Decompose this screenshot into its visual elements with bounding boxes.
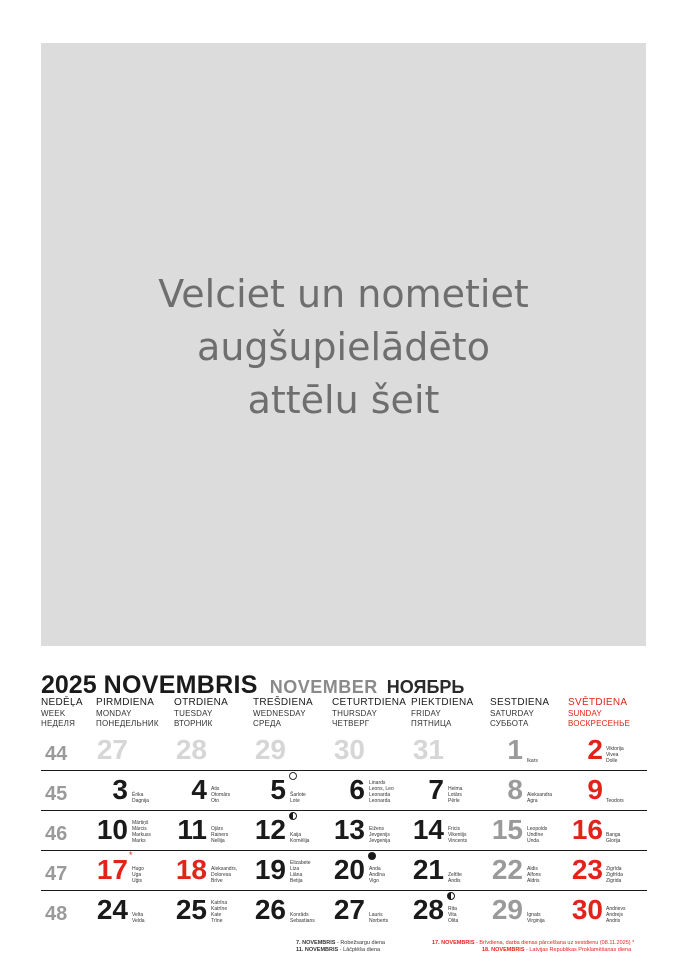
name-day: Viktorija (606, 746, 624, 752)
name-day: Vikentijs (448, 832, 467, 838)
day-cell[interactable] (147, 771, 207, 805)
footer-note-text: - Robežsargu diena (335, 940, 385, 946)
image-dropzone[interactable] (41, 43, 646, 646)
name-day: Elizabete (290, 860, 311, 866)
name-day: Ērika (132, 792, 144, 798)
name-day: Vivea (606, 752, 619, 758)
weekday-header-lv: OTRDIENA (174, 697, 229, 708)
dropzone-label (109, 268, 579, 427)
moon-phase-icon (289, 812, 297, 820)
name-day: Vincents (448, 838, 468, 844)
weekday-header-ru: ПОНЕДЕЛЬНИК (96, 719, 159, 728)
day-cell[interactable] (305, 731, 365, 765)
day-cell[interactable] (305, 811, 365, 845)
day-number: 10 (96, 814, 128, 845)
name-day: Zigrida (606, 878, 622, 884)
name-day: Šarlote (290, 792, 306, 798)
day-number: 29 (254, 734, 286, 765)
weekday-header-en: THURSDAY (332, 708, 378, 718)
day-number: 4 (191, 774, 207, 805)
day-number: 3 (112, 774, 128, 805)
day-number: 28 (175, 734, 207, 765)
name-day-list (527, 758, 538, 764)
week-number: 44 (45, 743, 68, 765)
day-number: 19 (254, 854, 286, 885)
name-day: Ojārs (211, 826, 223, 832)
name-day: Trīne (211, 918, 223, 924)
name-day: Lotārs (448, 792, 462, 798)
footer-note (296, 940, 385, 947)
name-day-list (606, 866, 623, 884)
name-day: Leopolds (527, 826, 548, 832)
day-cell[interactable] (463, 851, 523, 885)
name-day: Ikars (527, 758, 538, 764)
day-number: 21 (412, 854, 444, 885)
weekday-header (253, 698, 313, 730)
day-cell[interactable] (463, 811, 523, 845)
name-day: Leonarda (369, 792, 391, 798)
footer-note-date: 7. NOVEMBRIS (296, 940, 336, 946)
name-day: Virginija (527, 918, 545, 924)
day-cell[interactable] (384, 771, 444, 805)
name-day: Andrejs (606, 912, 623, 918)
name-day: Doloresa (211, 872, 232, 878)
name-day: Rainers (211, 832, 229, 838)
name-day: Norberts (369, 918, 389, 924)
calendar-title (41, 671, 464, 699)
footer-note-date: 17. NOVEMBRIS (432, 940, 475, 946)
weekday-header (490, 698, 549, 730)
day-cell[interactable] (226, 771, 286, 805)
name-day: Aldis (527, 866, 538, 872)
name-day-list (606, 746, 624, 764)
name-day: Zigrīda (606, 866, 622, 872)
footer-note (432, 940, 634, 947)
day-number: 31 (412, 734, 444, 765)
name-day: Anda (369, 866, 381, 872)
day-cell[interactable] (384, 811, 444, 845)
day-cell[interactable] (68, 891, 128, 925)
day-number: 30 (333, 734, 365, 765)
weekday-header-lv: PIEKTDIENA (411, 697, 474, 708)
name-day-list (606, 832, 620, 844)
name-day: Eižens (369, 826, 385, 832)
name-day: Undīne (527, 832, 544, 838)
name-day: Leonarda (369, 798, 391, 804)
name-day: Leons, Leo (369, 786, 394, 792)
name-day: Andrievs (606, 906, 626, 912)
day-cell[interactable] (305, 891, 365, 925)
name-day-list (527, 866, 541, 884)
title-year: 2025 (41, 671, 97, 699)
day-number: 24 (96, 894, 128, 925)
name-day: Andris (606, 918, 621, 924)
name-day: Nellija (211, 838, 225, 844)
name-day-list (211, 900, 227, 924)
weekday-header (96, 698, 159, 730)
name-day-list (290, 792, 306, 804)
weekday-header (411, 698, 473, 730)
weekday-header-lv: SVĒTDIENA (568, 697, 628, 708)
footer-note (296, 947, 385, 954)
footer-note-text: - Latvijas Republikas Proklamēšanas diena (524, 947, 632, 953)
name-day: Alfons (527, 872, 541, 878)
name-day: Glorija (606, 838, 621, 844)
name-day: Konrāds (290, 912, 309, 918)
weekday-header-en: FRIDAY (411, 708, 441, 718)
footer-holidays-right (432, 940, 634, 954)
name-day: Dolle (606, 758, 618, 764)
day-cell[interactable] (147, 891, 207, 925)
footer-note (432, 947, 634, 954)
week-number: 48 (45, 903, 68, 925)
name-day: Jevgenija (369, 838, 391, 844)
weekday-header-lv: SESTDIENA (490, 697, 550, 708)
day-cell[interactable] (463, 731, 523, 765)
day-number: 15 (491, 814, 523, 845)
day-cell[interactable] (147, 731, 207, 765)
name-day: Otomārs (211, 792, 231, 798)
weekday-header-ru: ВОСКРЕСЕНЬЕ (568, 719, 631, 728)
name-day: Andis (448, 878, 461, 884)
moon-phase-icon (289, 772, 297, 780)
footer-note-date: 18. NOVEMBRIS (482, 947, 525, 953)
name-day: Jevgenijs (369, 832, 390, 838)
name-day: Helma (448, 786, 463, 792)
name-day: Lauris (369, 912, 383, 918)
day-cell[interactable] (68, 851, 128, 885)
day-cell[interactable] (384, 851, 444, 885)
moon-phase-icon (368, 852, 376, 860)
title-month-en: NOVEMBER (269, 677, 378, 697)
day-number: 18 (175, 854, 207, 885)
name-day-list (132, 912, 145, 924)
day-cell[interactable] (543, 731, 603, 765)
weekday-header-ru: ВТОРНИК (174, 719, 213, 728)
week-number: 47 (45, 863, 68, 885)
name-day: Vita (448, 912, 457, 918)
day-cell[interactable] (384, 731, 444, 765)
name-day: Aldris (527, 878, 540, 884)
name-day-list (606, 906, 625, 924)
footer-note-text: - Brīvdiena, darba dienas pārcelšana uz sestdienu (08.11.2025) * (474, 940, 635, 946)
name-day: Brīve (211, 878, 223, 884)
name-day: Oto (211, 798, 220, 804)
day-number: 14 (412, 814, 444, 845)
name-day: Unda (527, 838, 539, 844)
day-number: 1 (507, 734, 523, 765)
name-day: Rita (448, 906, 457, 912)
day-cell[interactable] (226, 811, 286, 845)
day-number: 16 (571, 814, 603, 845)
name-day: Zeltīte (448, 872, 462, 878)
weekday-header-ru: СРЕДА (253, 719, 282, 728)
name-day: Aleksandra (527, 792, 553, 798)
day-cell[interactable] (543, 811, 603, 845)
week-number: 45 (45, 783, 68, 805)
day-number: 23 (571, 854, 603, 885)
dropzone-label-line: Velciet un nometiet (158, 272, 529, 316)
holiday-star-icon: * (129, 850, 133, 860)
day-number: 9 (587, 774, 603, 805)
day-number: 26 (254, 894, 286, 925)
day-cell[interactable] (68, 731, 128, 765)
name-day: Marks (132, 838, 146, 844)
footer-holidays-left (296, 940, 385, 954)
day-cell[interactable] (543, 851, 603, 885)
day-cell[interactable] (463, 891, 523, 925)
weekday-header-lv: PIRMDIENA (96, 697, 155, 708)
day-cell[interactable] (226, 851, 286, 885)
weekday-header-ru: НЕДЕЛЯ (41, 719, 76, 728)
name-day-list (132, 866, 144, 884)
name-day: Andīna (369, 872, 385, 878)
weekday-header-en: TUESDAY (174, 708, 213, 718)
day-cell[interactable] (147, 851, 207, 885)
weekday-header-lv: NEDĒĻA (41, 697, 83, 708)
name-day: Mārtiņš (132, 820, 149, 826)
day-number: 22 (491, 854, 523, 885)
name-day: Dagnija (132, 798, 149, 804)
weekday-header-en: SATURDAY (490, 708, 534, 718)
name-day: Liāna (290, 872, 303, 878)
title-month-ru: НОЯБРЬ (386, 677, 465, 697)
name-day: Fricis (448, 826, 460, 832)
name-day: Velda (132, 918, 145, 924)
weekday-header-en: WEDNESDAY (253, 708, 306, 718)
day-number: 27 (96, 734, 128, 765)
name-day: Lote (290, 798, 300, 804)
name-day: Zigfrīda (606, 872, 623, 878)
day-cell[interactable] (463, 771, 523, 805)
day-number: 28 (412, 894, 444, 925)
name-day-list (606, 798, 624, 804)
moon-phase-icon (447, 892, 455, 900)
name-day-list (448, 906, 458, 924)
day-number: 25 (175, 894, 207, 925)
day-number: 5 (270, 774, 286, 805)
day-number: 12 (254, 814, 286, 845)
name-day: Pērle (448, 798, 460, 804)
name-day: Linards (369, 780, 386, 786)
day-number: 6 (349, 774, 365, 805)
dropzone-label-line: augšupielādēto (197, 325, 490, 369)
name-day: Sebastians (290, 918, 315, 924)
weekday-header-en: SUNDAY (568, 708, 602, 718)
weekday-header-ru: ЧЕТВЕРГ (332, 719, 370, 728)
week-number: 46 (45, 823, 68, 845)
day-cell[interactable] (68, 771, 128, 805)
weekday-header-lv: CETURTDIENA (332, 697, 407, 708)
weekday-header (41, 698, 83, 730)
day-number: 7 (428, 774, 444, 805)
name-day: Teodors (606, 798, 624, 804)
name-day: Kornēlija (290, 838, 310, 844)
name-day: Kaija (290, 832, 302, 838)
day-cell[interactable] (543, 771, 603, 805)
name-day-list (448, 786, 462, 804)
day-number: 13 (333, 814, 365, 845)
day-cell[interactable] (305, 851, 365, 885)
name-day-list (369, 866, 385, 884)
weekday-header (174, 698, 228, 730)
day-cell[interactable] (543, 891, 603, 925)
name-day: Liza (290, 866, 300, 872)
weekday-header-ru: СУББОТА (490, 719, 529, 728)
name-day: Ignats (527, 912, 541, 918)
name-day: Banga (606, 832, 621, 838)
day-cell[interactable] (68, 811, 128, 845)
weekday-header-en: WEEK (41, 708, 66, 718)
day-cell[interactable] (384, 891, 444, 925)
title-month-lv: NOVEMBRIS (103, 671, 258, 699)
name-day: Velta (132, 912, 144, 918)
footer-note-date: 11. NOVEMBRIS (296, 947, 339, 953)
day-cell[interactable] (226, 731, 286, 765)
day-number: 20 (333, 854, 365, 885)
day-number: 11 (177, 814, 207, 845)
day-cell[interactable] (226, 891, 286, 925)
weekday-header-ru: ПЯТНИЦА (411, 719, 452, 728)
day-number: 2 (587, 734, 603, 765)
name-day: Mārcis (132, 826, 147, 832)
day-number: 17 (96, 854, 128, 885)
weekday-header-lv: TREŠDIENA (253, 697, 313, 708)
name-day: Agra (527, 798, 538, 804)
name-day: Vigo (369, 878, 379, 884)
name-day-list (448, 872, 462, 884)
name-day: Markuss (132, 832, 151, 838)
name-day: Aleksandrs, (211, 866, 238, 872)
name-day: Katrīna (211, 900, 228, 906)
name-day: Uģis (132, 878, 143, 884)
day-cell[interactable] (147, 811, 207, 845)
name-day: Olita (448, 918, 459, 924)
name-day: Katrīne (211, 906, 228, 912)
weekday-header (332, 698, 406, 730)
day-cell[interactable] (305, 771, 365, 805)
weekday-header (568, 698, 630, 730)
day-number: 30 (571, 894, 603, 925)
name-day: Hugo (132, 866, 144, 872)
name-day: Kate (211, 912, 222, 918)
day-number: 29 (491, 894, 523, 925)
day-number: 27 (333, 894, 365, 925)
day-number: 8 (507, 774, 523, 805)
weekday-header-en: MONDAY (96, 708, 132, 718)
dropzone-label-line: attēlu šeit (247, 378, 440, 422)
name-day: Uga (132, 872, 142, 878)
footer-note-text: - Lāčplēša diena (338, 947, 381, 953)
name-day: Betija (290, 878, 303, 884)
name-day: Atis (211, 786, 220, 792)
